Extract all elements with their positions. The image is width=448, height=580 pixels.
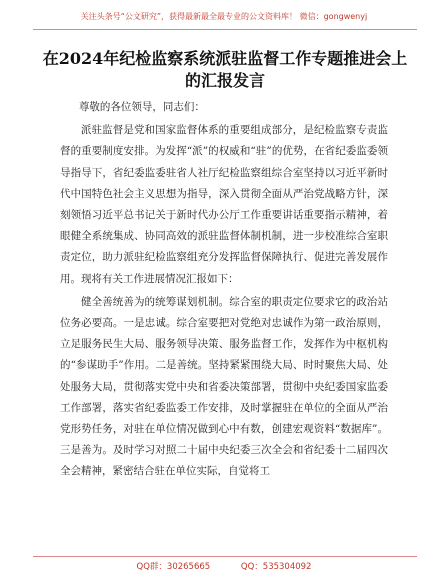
paragraph-mechanism: 健全善统善为的统筹谋划机制。综合室的职责定位要求它的政治站位务必要高。一是忠诚。综合室要把对党绝对忠诚作为第一政治原则，立足服务民生大局、服务领导决策、服务监督工作，发挥作为中枢机构的“参谋助手”作用。二是善统。坚持紧紧围绕大局、时时聚焦大局、处处服务大局，贯彻落实党中央和省委决策部署，贯彻中央纪委国家监委工作部署，落实省纪委监委工作安排，及时掌握驻在单位的全面从严治党形势任务，对驻在单位情况做到心中有数，创建宏观资料“数据库”。三是善为。及时学习对照二十届中央纪委三次全会和省纪委十二届四次全会精神，紧密结合驻在单位实际，自觉将工 <box>60 295 388 478</box>
qq-number: 535304092 <box>262 562 312 572</box>
paragraph-intro: 派驻监督是党和国家监督体系的重要组成部分，是纪检监察专责监督的重要制度安排。为发挥“派”的权威和“驻”的优势，在省纪委监委领导指导下，省纪委监委驻省人社厅纪检监察组综合室坚持以习近平新时代中国特色社会主义思想为指导，深入贯彻全面从严治党战略方针，深刻领悟习近平总书记关于新时代办公厅工作重要讲话重要指示精神，着眼健全系统集成、协同高效的派驻监督体制机制，进一步校准综合室职责定位，助力派驻纪检监察组充分发挥监督保障执行、促进完善发展作用。现将有关工作进展情况汇报如下： <box>60 124 388 285</box>
document-body <box>60 97 388 483</box>
footer-divider <box>33 556 417 557</box>
qq-group-label: QQ群： <box>136 562 167 572</box>
footer-qq <box>241 562 312 572</box>
header-divider <box>33 29 417 30</box>
greeting: 尊敬的各位领导，同志们： <box>78 101 205 113</box>
qq-label: QQ： <box>240 562 263 572</box>
header-notice: 关注头条号“公文研究”，获得最新最全最专业的公文资料库！ 微信：gongwenyj <box>80 12 368 21</box>
footer-qq-group <box>137 562 211 572</box>
footer-contact <box>0 560 448 572</box>
qq-group-number: 30265665 <box>166 562 211 572</box>
document-title: 在2024年纪检监察系统派驻监督工作专题推进会上的汇报发言 <box>42 49 408 90</box>
